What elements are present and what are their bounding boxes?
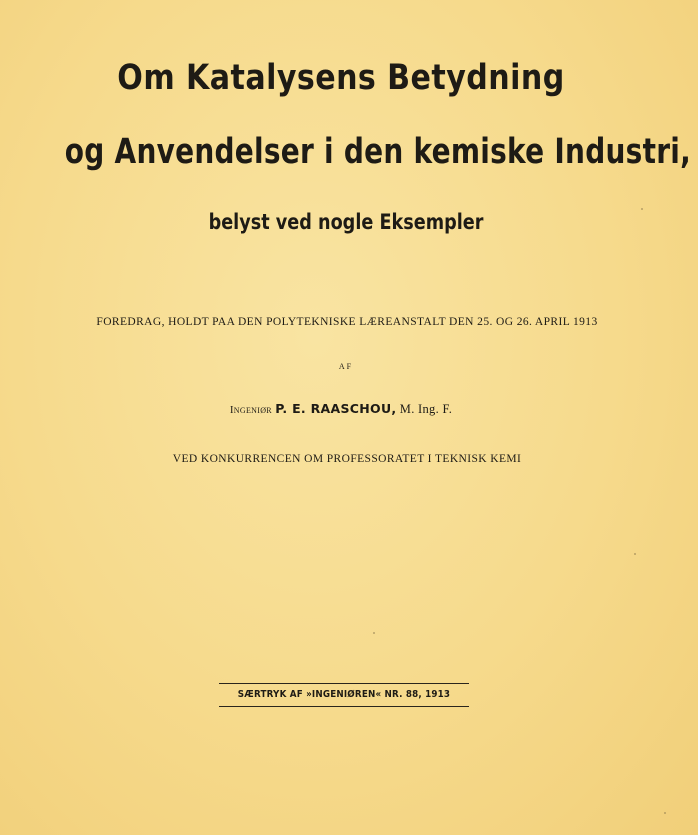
author-line (0, 401, 690, 417)
author-name: P. E. RAASCHOU, (275, 401, 397, 416)
lecture-line: FOREDRAG, HOLDT PAA DEN POLYTEKNISKE LÆREANSTALT DEN 25. OG 26. APRIL 1913 (96, 316, 598, 328)
author-suffix: M. Ing. F. (399, 402, 453, 416)
paper-speck (641, 208, 643, 210)
paper-speck (634, 553, 636, 555)
author-prefix: Ingeniør (229, 404, 272, 416)
paper-speck (664, 812, 666, 814)
title-line-2: og Anvendelser i den kemiske Industri, (64, 132, 691, 172)
competition-line: VED KONKURRENCEN OM PROFESSORATET I TEKNISK KEMI (172, 453, 522, 465)
offprint-box (219, 683, 469, 707)
offprint-note: SÆRTRYK AF »INGENIØREN« NR. 88, 1913 (237, 689, 451, 700)
paper-speck (373, 632, 375, 634)
subtitle: belyst ved nogle Eksempler (208, 210, 484, 234)
by-line: AF (338, 362, 354, 371)
title-line-1: Om Katalysens Betydning (117, 58, 565, 98)
